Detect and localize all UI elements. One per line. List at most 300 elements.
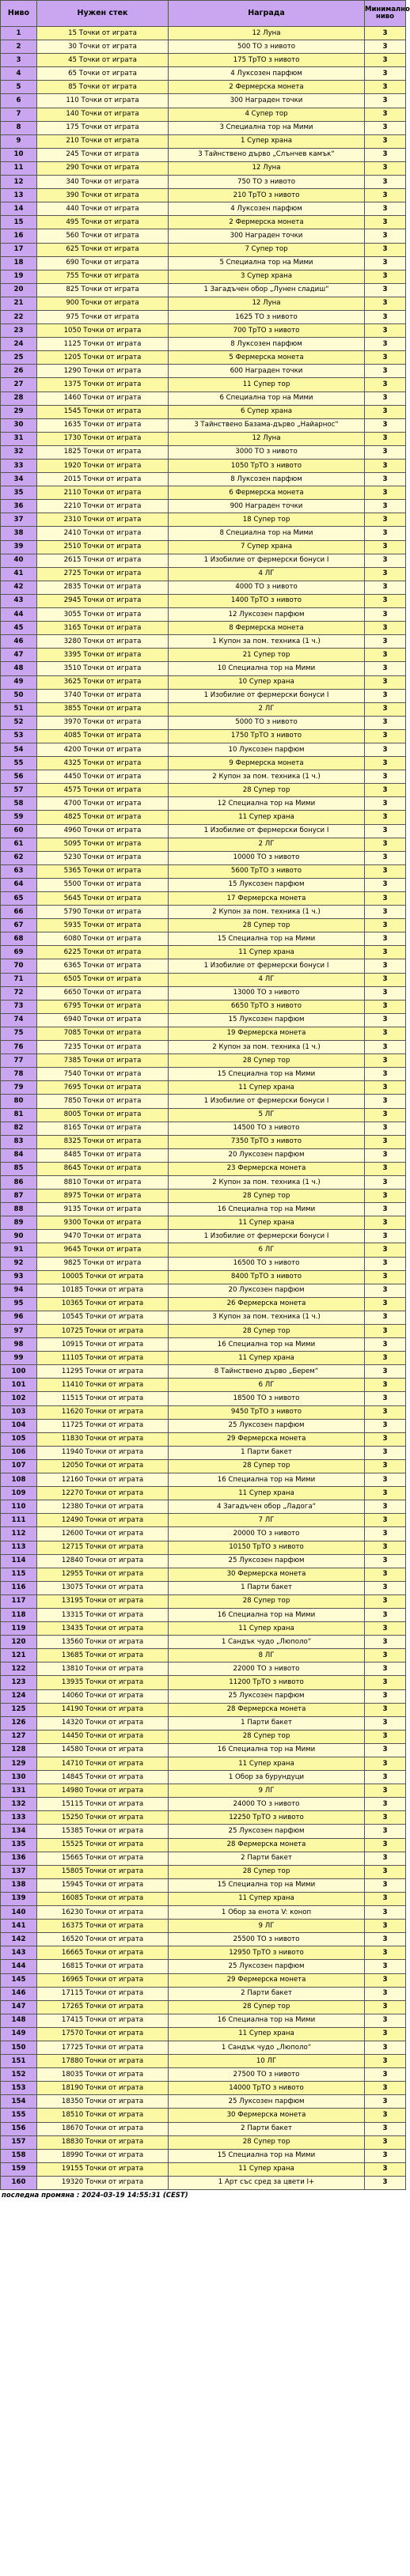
cell-required-stack: 9645 Точки от играта [37, 1243, 169, 1257]
cell-reward: 7 Супер храна [169, 540, 365, 554]
cell-reward: 700 ТрТО з нивото [169, 324, 365, 338]
cell-required-stack: 14190 Точки от играта [37, 1703, 169, 1716]
cell-min-level: 3 [365, 1446, 406, 1459]
table-row [1, 1352, 406, 1365]
table-row [1, 67, 406, 81]
cell-reward: 11 Супер храна [169, 1081, 365, 1095]
cell-required-stack: 1290 Точки от играта [37, 365, 169, 378]
table-row [1, 1933, 406, 1946]
cell-required-stack: 4325 Точки от играта [37, 757, 169, 770]
cell-required-stack: 10005 Точки от играта [37, 1270, 169, 1284]
table-row [1, 1027, 406, 1040]
table-row [1, 1000, 406, 1013]
table-row [1, 1162, 406, 1175]
cell-min-level: 3 [365, 1541, 406, 1554]
cell-reward: 6 Фермерска монета [169, 486, 365, 500]
cell-min-level: 3 [365, 1162, 406, 1175]
cell-level: 41 [1, 567, 37, 581]
cell-level: 98 [1, 1338, 37, 1352]
cell-required-stack: 7385 Точки от играта [37, 1054, 169, 1068]
cell-level: 55 [1, 757, 37, 770]
cell-min-level: 3 [365, 1973, 406, 1987]
cell-level: 90 [1, 1230, 37, 1243]
cell-min-level: 3 [365, 108, 406, 121]
cell-reward: 2 Купон за пом. техника (1 ч.) [169, 770, 365, 784]
cell-reward: 28 Фермерска монета [169, 1703, 365, 1716]
cell-required-stack: 85 Точки от играта [37, 81, 169, 94]
cell-reward: 2 Фермерска монета [169, 216, 365, 229]
cell-level: 48 [1, 662, 37, 675]
table-row [1, 324, 406, 338]
cell-reward: 1 Обор за бурундуци [169, 1771, 365, 1784]
table-row [1, 1243, 406, 1257]
cell-required-stack: 2410 Точки от играта [37, 527, 169, 540]
cell-level: 68 [1, 932, 37, 946]
cell-required-stack: 1825 Точки от играта [37, 445, 169, 459]
cell-reward: 16500 ТО з нивото [169, 1257, 365, 1270]
table-row [1, 770, 406, 784]
cell-reward: 3 Тайнствено дърво „Слънчев камък“ [169, 148, 365, 161]
table-row [1, 405, 406, 418]
cell-required-stack: 4700 Точки от играта [37, 797, 169, 811]
cell-min-level: 3 [365, 1811, 406, 1825]
cell-reward: 28 Супер тор [169, 919, 365, 932]
cell-min-level: 3 [365, 1514, 406, 1527]
cell-reward: 600 Награден точки [169, 365, 365, 378]
cell-reward: 15 Специална тор на Мими [169, 932, 365, 946]
cell-level: 72 [1, 986, 37, 1000]
cell-required-stack: 8645 Точки от играта [37, 1162, 169, 1175]
cell-level: 100 [1, 1365, 37, 1379]
cell-reward: 1 Загадъчен обор „Лунен сладиш“ [169, 283, 365, 297]
cell-reward: 28 Фермерска монета [169, 1838, 365, 1852]
cell-min-level: 3 [365, 216, 406, 229]
cell-level: 77 [1, 1054, 37, 1068]
cell-level: 81 [1, 1108, 37, 1122]
cell-level: 14 [1, 202, 37, 216]
cell-reward: 28 Супер тор [169, 1054, 365, 1068]
cell-required-stack: 12955 Точки от играта [37, 1568, 169, 1581]
cell-level: 65 [1, 892, 37, 906]
table-row [1, 932, 406, 946]
cell-min-level: 3 [365, 1825, 406, 1838]
cell-required-stack: 14710 Точки от играта [37, 1757, 169, 1771]
cell-level: 116 [1, 1581, 37, 1594]
cell-min-level: 3 [365, 283, 406, 297]
cell-min-level: 3 [365, 392, 406, 405]
cell-level: 10 [1, 148, 37, 161]
cell-reward: 14500 ТО з нивото [169, 1122, 365, 1135]
cell-required-stack: 975 Точки от играта [37, 310, 169, 323]
cell-level: 152 [1, 2068, 37, 2082]
table-row [1, 1527, 406, 1541]
table-row [1, 1594, 406, 1608]
header-row [1, 1, 406, 27]
cell-level: 6 [1, 94, 37, 108]
cell-required-stack: 8325 Точки от играта [37, 1135, 169, 1148]
table-row [1, 2162, 406, 2176]
cell-level: 158 [1, 2149, 37, 2162]
table-row [1, 1960, 406, 1973]
cell-min-level: 3 [365, 1284, 406, 1297]
cell-reward: 6 ЛГ [169, 1243, 365, 1257]
cell-min-level: 3 [365, 1878, 406, 1892]
cell-required-stack: 10915 Точки от играта [37, 1338, 169, 1352]
table-row [1, 1514, 406, 1527]
cell-reward: 13000 ТО з нивото [169, 986, 365, 1000]
cell-level: 155 [1, 2109, 37, 2122]
table-row [1, 554, 406, 567]
table-row [1, 2041, 406, 2054]
cell-min-level: 3 [365, 1703, 406, 1716]
cell-min-level: 3 [365, 161, 406, 175]
cell-required-stack: 110 Точки от играта [37, 94, 169, 108]
cell-min-level: 3 [365, 932, 406, 946]
cell-reward: 11 Супер храна [169, 811, 365, 824]
cell-min-level: 3 [365, 176, 406, 189]
cell-reward: 11 Супер храна [169, 1487, 365, 1500]
cell-min-level: 3 [365, 838, 406, 851]
cell-level: 85 [1, 1162, 37, 1175]
table-row [1, 418, 406, 432]
cell-reward: 10000 ТО з нивото [169, 851, 365, 864]
cell-level: 87 [1, 1190, 37, 1203]
cell-required-stack: 4960 Точки от играта [37, 824, 169, 838]
table-row [1, 986, 406, 1000]
table-row [1, 161, 406, 175]
cell-min-level: 3 [365, 527, 406, 540]
cell-level: 141 [1, 1920, 37, 1933]
cell-min-level: 3 [365, 310, 406, 323]
cell-required-stack: 9470 Точки от играта [37, 1230, 169, 1243]
table-row [1, 851, 406, 864]
table-row [1, 1135, 406, 1148]
table-row [1, 1784, 406, 1798]
cell-level: 47 [1, 649, 37, 662]
cell-min-level: 3 [365, 500, 406, 513]
cell-level: 113 [1, 1541, 37, 1554]
cell-level: 33 [1, 460, 37, 473]
cell-min-level: 3 [365, 729, 406, 743]
cell-required-stack: 17570 Точки от играта [37, 2027, 169, 2041]
cell-required-stack: 9135 Точки от играта [37, 1203, 169, 1216]
cell-level: 99 [1, 1352, 37, 1365]
cell-required-stack: 5095 Точки от играта [37, 838, 169, 851]
table-row [1, 310, 406, 323]
table-row [1, 1419, 406, 1432]
cell-required-stack: 16815 Точки от играта [37, 1960, 169, 1973]
cell-required-stack: 11725 Точки от играта [37, 1419, 169, 1432]
cell-min-level: 3 [365, 2027, 406, 2041]
cell-min-level: 3 [365, 1054, 406, 1068]
cell-required-stack: 12840 Точки от играта [37, 1554, 169, 1568]
cell-min-level: 3 [365, 1920, 406, 1933]
cell-reward: 18 Супер тор [169, 513, 365, 527]
cell-min-level: 3 [365, 405, 406, 418]
cell-required-stack: 18510 Точки от играта [37, 2109, 169, 2122]
cell-required-stack: 3165 Точки от играта [37, 622, 169, 635]
cell-required-stack: 15250 Точки от играта [37, 1811, 169, 1825]
cell-min-level: 3 [365, 1608, 406, 1621]
table-row [1, 1068, 406, 1081]
cell-level: 35 [1, 486, 37, 500]
cell-level: 142 [1, 1933, 37, 1946]
cell-level: 154 [1, 2095, 37, 2109]
cell-required-stack: 17880 Точки от играта [37, 2055, 169, 2068]
cell-reward: 29 Фермерска монета [169, 1973, 365, 1987]
cell-level: 9 [1, 134, 37, 148]
cell-required-stack: 15665 Точки от играта [37, 1852, 169, 1865]
table-row [1, 392, 406, 405]
cell-min-level: 3 [365, 121, 406, 134]
cell-reward: 10 ЛГ [169, 2055, 365, 2068]
cell-reward: 6 Специална тор на Мими [169, 392, 365, 405]
cell-min-level: 3 [365, 1000, 406, 1013]
cell-level: 84 [1, 1148, 37, 1162]
cell-required-stack: 15385 Точки от играта [37, 1825, 169, 1838]
table-row [1, 1257, 406, 1270]
table-row [1, 1852, 406, 1865]
cell-reward: 16 Специална тор на Мими [169, 2014, 365, 2027]
cell-reward: 2 Купон за пом. техника (1 ч.) [169, 906, 365, 919]
cell-min-level: 3 [365, 256, 406, 270]
cell-reward: 8 Фермерска монета [169, 622, 365, 635]
cell-required-stack: 12490 Точки от играта [37, 1514, 169, 1527]
cell-reward: 500 ТО з нивото [169, 40, 365, 54]
cell-level: 83 [1, 1135, 37, 1148]
cell-min-level: 3 [365, 1081, 406, 1095]
table-row [1, 1487, 406, 1500]
table-row [1, 864, 406, 878]
cell-required-stack: 2615 Точки от играта [37, 554, 169, 567]
cell-required-stack: 7085 Точки от играта [37, 1027, 169, 1040]
cell-required-stack: 14060 Точки от играта [37, 1689, 169, 1703]
cell-level: 88 [1, 1203, 37, 1216]
table-row [1, 946, 406, 959]
cell-reward: 28 Супер тор [169, 1865, 365, 1878]
cell-required-stack: 10545 Точки от играта [37, 1311, 169, 1324]
cell-min-level: 3 [365, 986, 406, 1000]
cell-level: 82 [1, 1122, 37, 1135]
header-required-stack: Нужен стек [37, 1, 169, 27]
cell-reward: 1 Парти бакет [169, 1446, 365, 1459]
cell-reward: 11 Супер храна [169, 1757, 365, 1771]
cell-min-level: 3 [365, 460, 406, 473]
cell-required-stack: 245 Точки от играта [37, 148, 169, 161]
table-row [1, 757, 406, 770]
cell-reward: 5600 ТрТО з нивото [169, 864, 365, 878]
cell-min-level: 3 [365, 351, 406, 365]
cell-level: 17 [1, 243, 37, 256]
cell-min-level: 3 [365, 1500, 406, 1514]
cell-required-stack: 18990 Точки от играта [37, 2149, 169, 2162]
cell-reward: 10 Луксозен парфюм [169, 743, 365, 756]
cell-min-level: 3 [365, 1852, 406, 1865]
cell-min-level: 3 [365, 148, 406, 161]
cell-min-level: 3 [365, 662, 406, 675]
cell-required-stack: 19155 Точки от играта [37, 2162, 169, 2176]
cell-reward: 8 Специална тор на Мими [169, 527, 365, 540]
cell-required-stack: 15115 Точки от играта [37, 1798, 169, 1811]
cell-min-level: 3 [365, 1175, 406, 1189]
table-row [1, 689, 406, 702]
cell-level: 156 [1, 2122, 37, 2135]
cell-reward: 3 Купон за пом. техника (1 ч.) [169, 1311, 365, 1324]
table-row [1, 959, 406, 973]
table-row [1, 1284, 406, 1297]
cell-reward: 750 ТО з нивото [169, 176, 365, 189]
cell-required-stack: 12380 Точки от играта [37, 1500, 169, 1514]
cell-min-level: 3 [365, 1027, 406, 1040]
cell-required-stack: 16375 Точки от играта [37, 1920, 169, 1933]
cell-required-stack: 10185 Точки от играта [37, 1284, 169, 1297]
cell-required-stack: 30 Точки от играта [37, 40, 169, 54]
cell-level: 13 [1, 189, 37, 202]
table-row [1, 283, 406, 297]
cell-required-stack: 175 Точки от играта [37, 121, 169, 134]
cell-reward: 11 Супер тор [169, 378, 365, 392]
cell-level: 20 [1, 283, 37, 297]
cell-min-level: 3 [365, 2135, 406, 2149]
cell-reward: 25 Луксозен парфюм [169, 1419, 365, 1432]
cell-level: 127 [1, 1730, 37, 1743]
table-row [1, 1946, 406, 1960]
cell-min-level: 3 [365, 1270, 406, 1284]
cell-reward: 17 Фермерска монета [169, 892, 365, 906]
cell-level: 121 [1, 1649, 37, 1662]
cell-reward: 11 Супер храна [169, 1216, 365, 1230]
cell-level: 34 [1, 473, 37, 486]
cell-required-stack: 4450 Точки от играта [37, 770, 169, 784]
cell-min-level: 3 [365, 689, 406, 702]
table-row [1, 824, 406, 838]
cell-min-level: 3 [365, 581, 406, 594]
cell-level: 86 [1, 1175, 37, 1189]
cell-level: 94 [1, 1284, 37, 1297]
cell-level: 57 [1, 784, 37, 797]
table-row [1, 1878, 406, 1892]
cell-level: 60 [1, 824, 37, 838]
cell-reward: 28 Супер тор [169, 1325, 365, 1338]
table-row [1, 1216, 406, 1230]
table-row [1, 2095, 406, 2109]
table-row [1, 2000, 406, 2014]
cell-required-stack: 3970 Точки от играта [37, 716, 169, 729]
table-row [1, 1689, 406, 1703]
table-row [1, 1987, 406, 2000]
cell-level: 131 [1, 1784, 37, 1798]
cell-min-level: 3 [365, 784, 406, 797]
cell-reward: 24000 ТО з нивото [169, 1798, 365, 1811]
cell-min-level: 3 [365, 1892, 406, 1905]
cell-required-stack: 1050 Точки от играта [37, 324, 169, 338]
table-row [1, 1500, 406, 1514]
cell-reward: 16 Специална тор на Мими [169, 1203, 365, 1216]
cell-level: 95 [1, 1297, 37, 1311]
cell-required-stack: 5935 Точки от играта [37, 919, 169, 932]
table-row [1, 1203, 406, 1216]
cell-level: 105 [1, 1432, 37, 1446]
table-row [1, 1365, 406, 1379]
cell-level: 110 [1, 1500, 37, 1514]
cell-level: 56 [1, 770, 37, 784]
cell-reward: 20 Луксозен парфюм [169, 1284, 365, 1297]
cell-min-level: 3 [365, 134, 406, 148]
cell-required-stack: 2510 Точки от играта [37, 540, 169, 554]
cell-required-stack: 14450 Точки от играта [37, 1730, 169, 1743]
cell-level: 50 [1, 689, 37, 702]
cell-level: 52 [1, 716, 37, 729]
cell-reward: 4000 ТО з нивото [169, 581, 365, 594]
cell-reward: 30 Фермерска монета [169, 1568, 365, 1581]
table-row [1, 1405, 406, 1419]
cell-reward: 11 Супер храна [169, 1352, 365, 1365]
cell-required-stack: 12160 Точки от играта [37, 1473, 169, 1487]
cell-required-stack: 11295 Точки от играта [37, 1365, 169, 1379]
cell-min-level: 3 [365, 811, 406, 824]
cell-min-level: 3 [365, 1636, 406, 1649]
cell-required-stack: 3395 Точки от играта [37, 649, 169, 662]
cell-reward: 12250 ТрТО з нивото [169, 1811, 365, 1825]
table-row [1, 1798, 406, 1811]
cell-level: 73 [1, 1000, 37, 1013]
cell-reward: 6 Супер храна [169, 405, 365, 418]
cell-level: 71 [1, 973, 37, 986]
cell-level: 108 [1, 1473, 37, 1487]
cell-reward: 19 Фермерска монета [169, 1027, 365, 1040]
cell-min-level: 3 [365, 513, 406, 527]
cell-min-level: 3 [365, 1730, 406, 1743]
table-row [1, 1825, 406, 1838]
cell-level: 146 [1, 1987, 37, 2000]
cell-required-stack: 6505 Точки от играта [37, 973, 169, 986]
cell-reward: 12 Луна [169, 27, 365, 40]
cell-min-level: 3 [365, 1716, 406, 1730]
cell-reward: 28 Супер тор [169, 1730, 365, 1743]
cell-min-level: 3 [365, 1379, 406, 1392]
cell-level: 69 [1, 946, 37, 959]
cell-reward: 28 Супер тор [169, 2135, 365, 2149]
cell-required-stack: 14320 Точки от играта [37, 1716, 169, 1730]
cell-reward: 7350 ТрТО з нивото [169, 1135, 365, 1148]
cell-level: 93 [1, 1270, 37, 1284]
cell-required-stack: 340 Точки от играта [37, 176, 169, 189]
table-row [1, 378, 406, 392]
cell-required-stack: 2210 Точки от играта [37, 500, 169, 513]
cell-level: 145 [1, 1973, 37, 1987]
cell-level: 49 [1, 675, 37, 689]
cell-required-stack: 3855 Точки от играта [37, 702, 169, 716]
cell-min-level: 3 [365, 608, 406, 622]
cell-level: 143 [1, 1946, 37, 1960]
cell-reward: 11 Супер храна [169, 2162, 365, 2176]
table-row [1, 297, 406, 310]
cell-reward: 28 Супер тор [169, 2000, 365, 2014]
cell-level: 148 [1, 2014, 37, 2027]
cell-min-level: 3 [365, 378, 406, 392]
cell-min-level: 3 [365, 675, 406, 689]
cell-min-level: 3 [365, 770, 406, 784]
cell-reward: 5 ЛГ [169, 1108, 365, 1122]
cell-level: 45 [1, 622, 37, 635]
cell-required-stack: 1730 Точки от играта [37, 432, 169, 445]
cell-level: 37 [1, 513, 37, 527]
cell-level: 118 [1, 1608, 37, 1621]
table-row [1, 1311, 406, 1324]
cell-required-stack: 1920 Точки от играта [37, 460, 169, 473]
cell-required-stack: 13075 Точки от играта [37, 1581, 169, 1594]
cell-required-stack: 18670 Точки от играта [37, 2122, 169, 2135]
